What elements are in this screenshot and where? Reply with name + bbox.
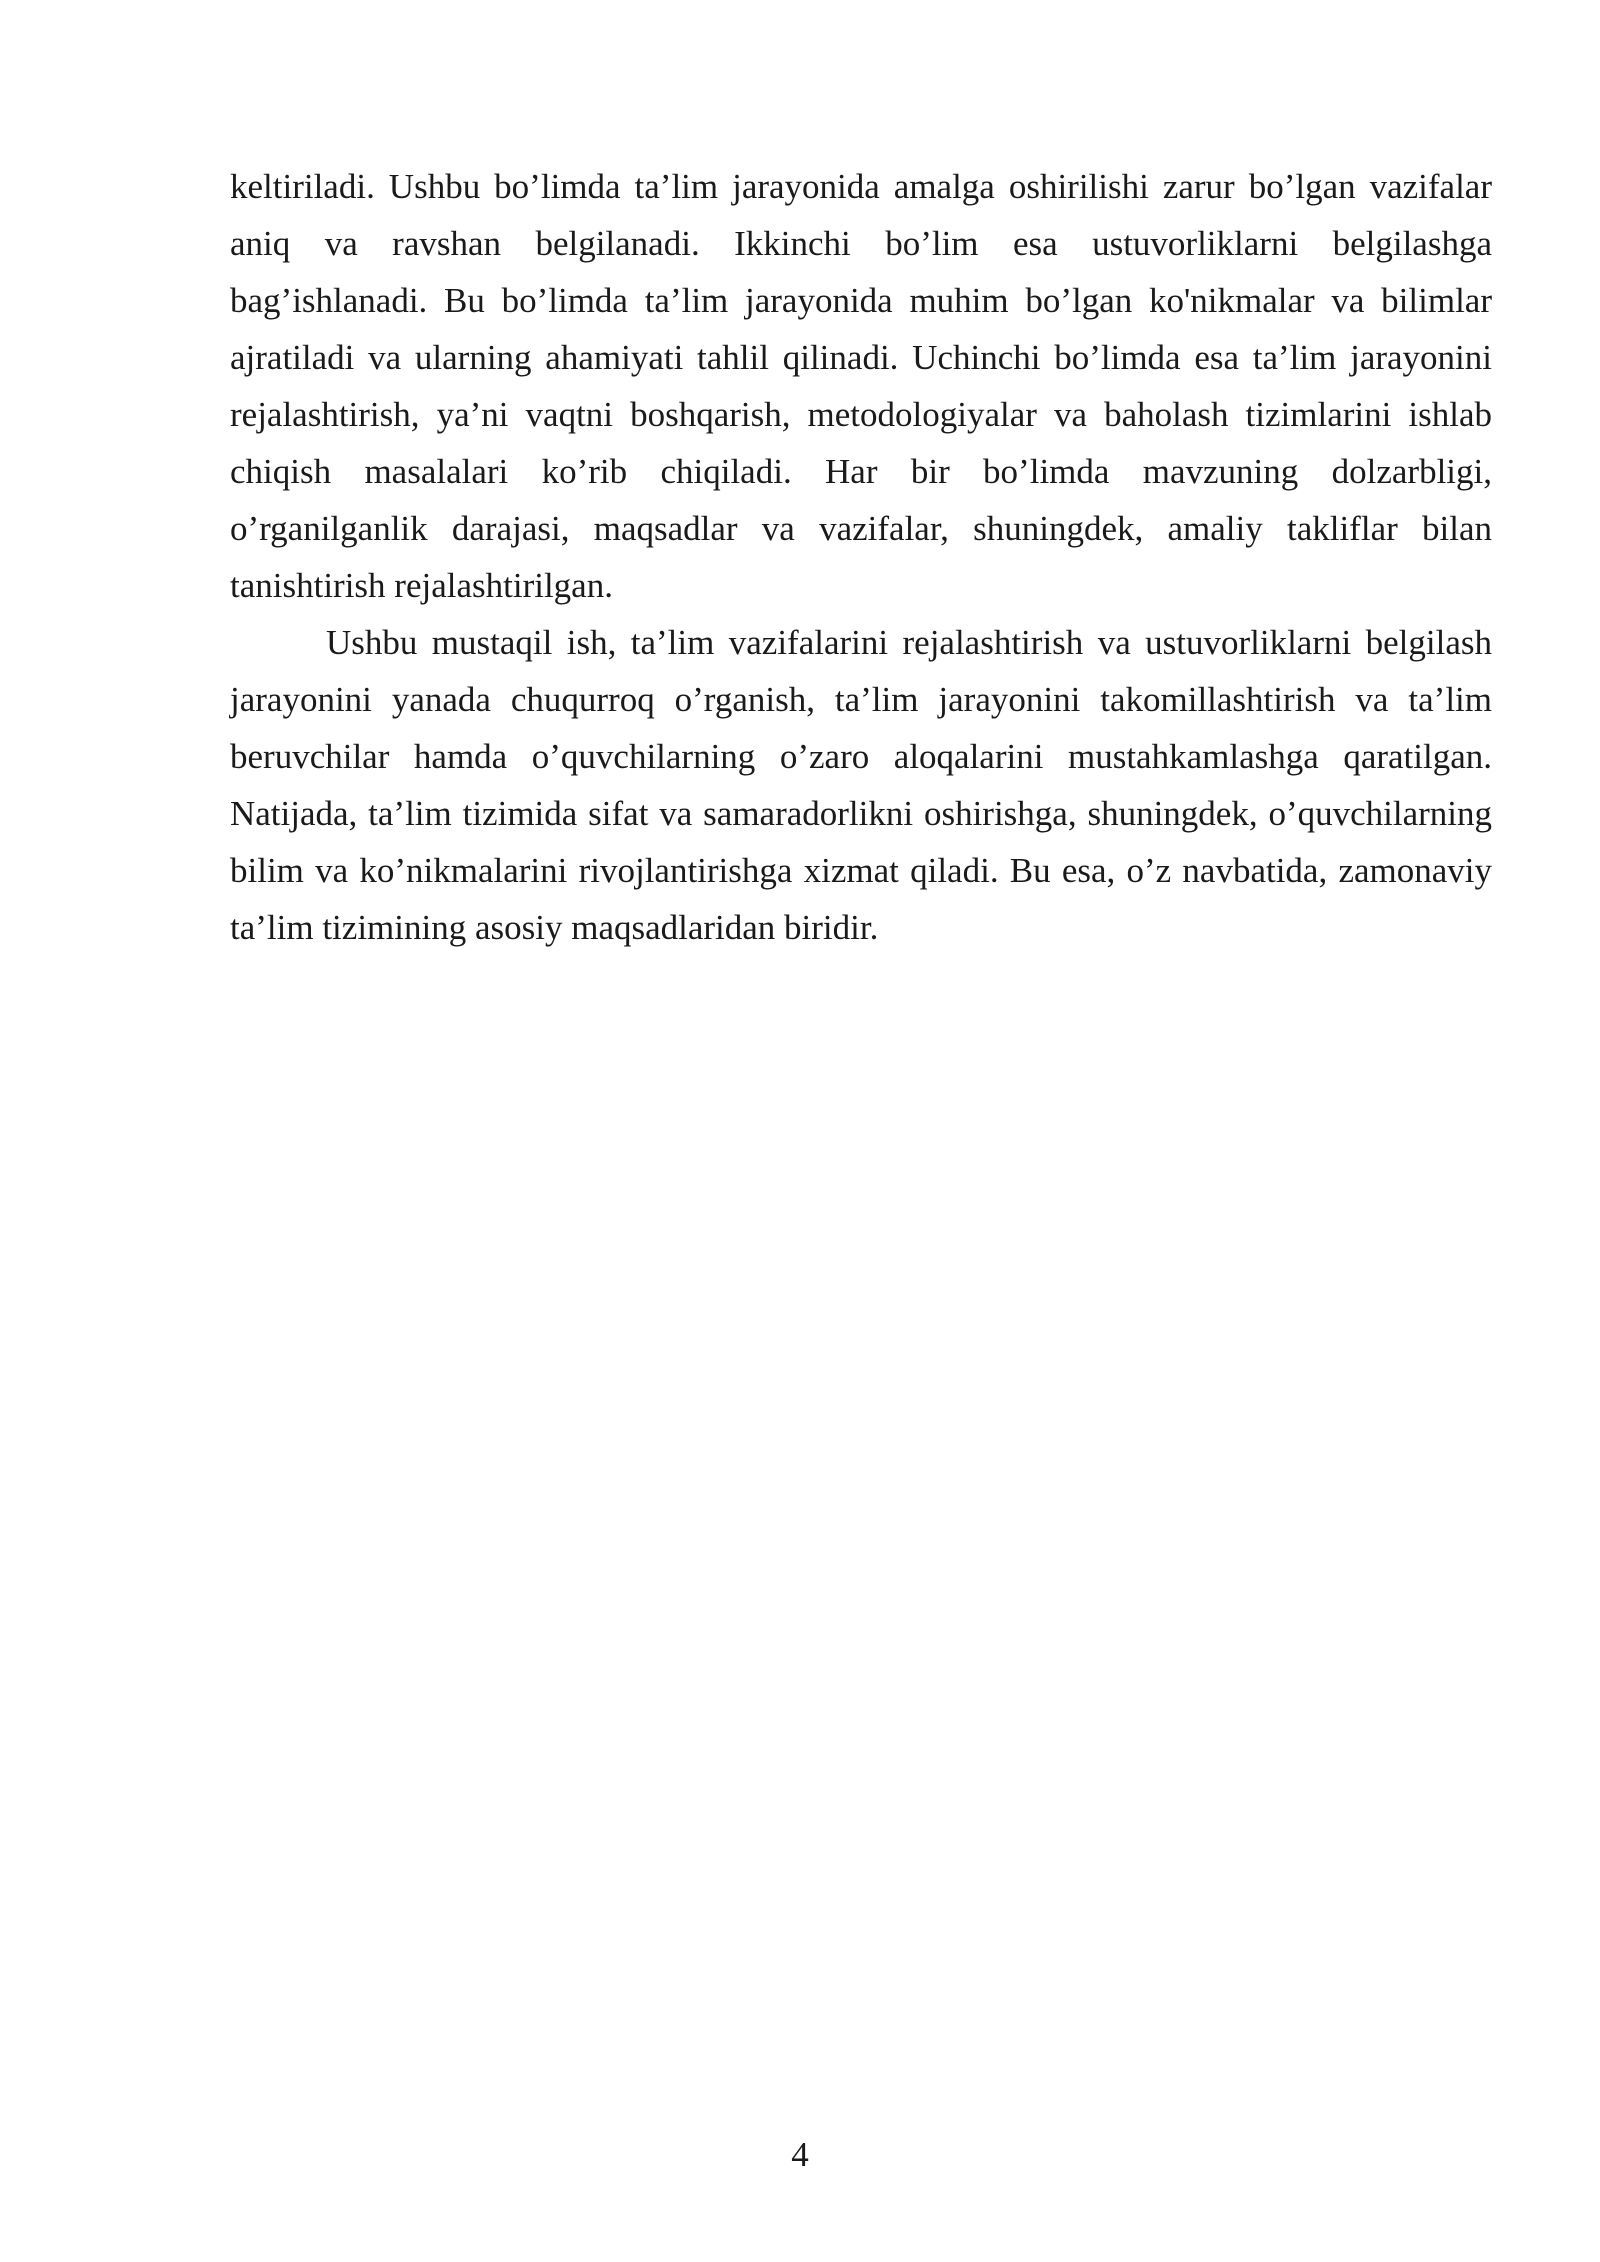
body-text	[230, 158, 1492, 956]
page-number: 4	[791, 2135, 809, 2174]
paragraph-conclusion: Ushbu mustaqil ish, ta’lim vazifalarini rejalashtirish va ustuvorliklarni belgilash jarayonini yanada chuqurroq o’rganish, ta’lim jarayonini takomillashtirish va ta’lim beruvchilar hamda o’quvchilarning o’zaro aloqalarini mustahkamlashga qaratilgan. Natijada, ta’lim tizimida sifat va samaradorlikni oshirishga, shuningdek, o’quvchilarning bilim va ko’nikmalarini rivojlantirishga xizmat qiladi. Bu esa, o’z navbatida, zamonaviy ta’lim tizimining asosiy maqsadlaridan biridir.	[230, 623, 1492, 947]
paragraph-continued: keltiriladi. Ushbu bo’limda ta’lim jarayonida amalga oshirilishi zarur bo’lgan vazifalar aniq va ravshan belgilanadi. Ikkinchi bo’lim esa ustuvorliklarni belgilashga bag’ishlanadi. Bu bo’limda ta’lim jarayonida muhim bo’lgan ko'nikmalar va bilimlar ajratiladi va ularning ahamiyati tahlil qilinadi. Uchinchi bo’limda esa ta’lim jarayonini rejalashtirish, ya’ni vaqtni boshqarish, metodologiyalar va baholash tizimlarini ishlab chiqish masalalari ko’rib chiqiladi. Har bir bo’limda mavzuning dolzarbligi, o’rganilganlik darajasi, maqsadlar va vazifalar, shuningdek, amaliy takliflar bilan tanishtirish rejalashtirilgan.	[230, 167, 1492, 605]
